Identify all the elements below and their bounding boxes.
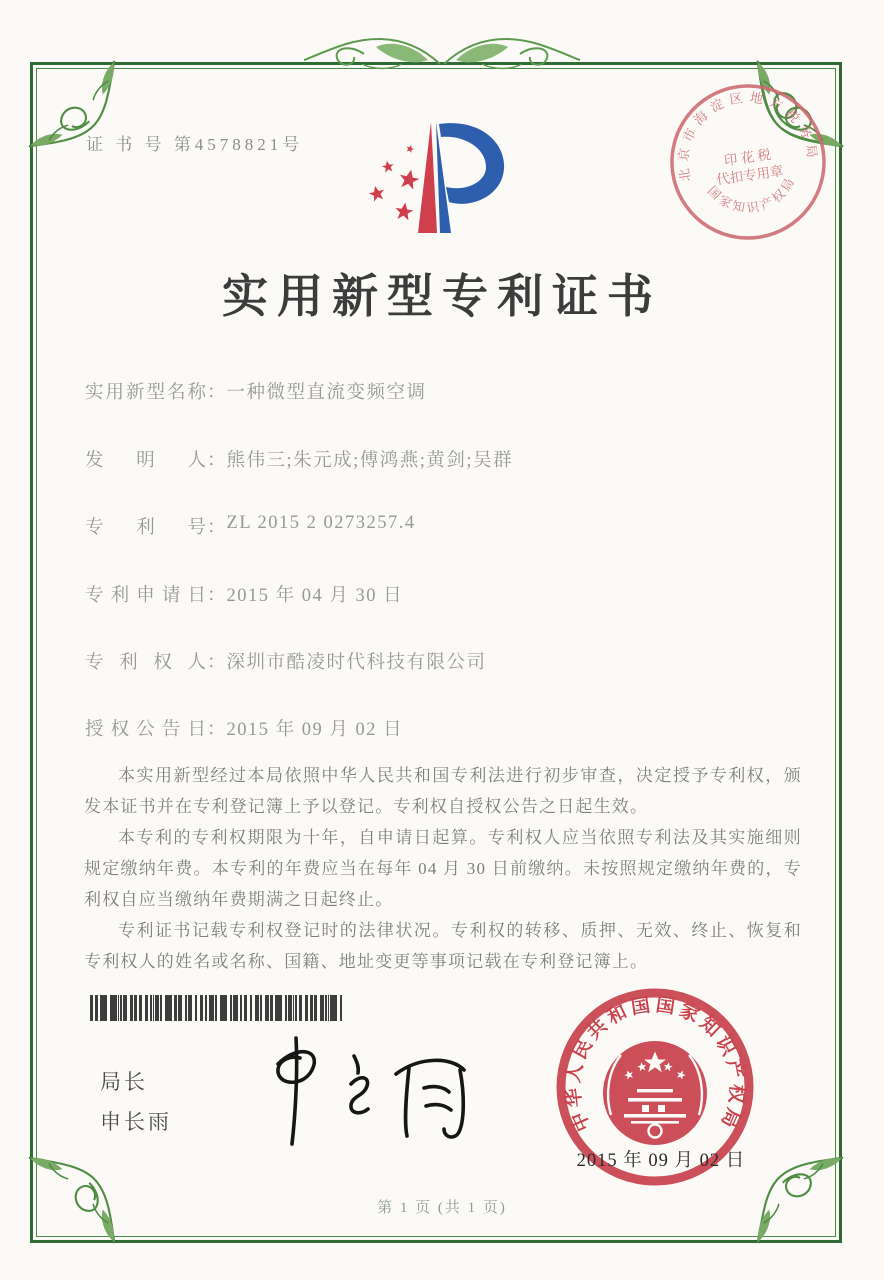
svg-text:北京市海淀区地方税务局 — [667, 81, 821, 183]
border-ornament-top-center-icon — [302, 30, 582, 94]
legal-body-text — [84, 760, 802, 977]
field-row-inventors: 发明人：熊伟三;朱元成;傅鸿燕;黄剑;吴群 — [85, 446, 815, 472]
stamp-arc-top-text: 北京市海淀区地方税务局 — [675, 89, 821, 183]
field-label: 实用新型名称 — [85, 383, 207, 403]
tax-office-stamp — [653, 67, 843, 257]
stamp-center-line1: 印 花 税 — [722, 146, 772, 169]
barcode — [90, 995, 342, 1021]
cnipa-logo-icon — [332, 106, 552, 250]
director-name-label: 申长雨 — [100, 1110, 172, 1134]
director-signature-handwriting — [248, 1026, 488, 1152]
legal-paragraph-1: 本实用新型经过本局依照中华人民共和国专利法进行初步审查，决定授予专利权，颁发本证书并在专利登记簿上予以登记。专利权自授权公告之日起生效。 — [84, 766, 802, 816]
field-row-patentee: 专利权人：深圳市酷凌时代科技有限公司 — [85, 648, 815, 674]
field-value-patent-number: ZL 2015 2 0273257.4 — [226, 513, 416, 533]
seal-ring-text: 中华人民共和国国家知识产权局 — [562, 994, 748, 1135]
field-label: 专利号 — [85, 518, 207, 538]
certificate-number: 证 书 号 第4578821号 — [86, 135, 304, 154]
field-value-filing-date: 2015 年 04 月 30 日 — [226, 586, 404, 606]
legal-paragraph-3: 专利证书记载专利权登记时的法律状况。专利权的转移、质押、无效、终止、恢复和专利权人的姓名或名称、国籍、地址变更等事项记载在专利登记簿上。 — [84, 921, 802, 971]
field-value-inventors: 熊伟三;朱元成;傅鸿燕;黄剑;吴群 — [226, 451, 514, 471]
field-row-filing-date: 专利申请日：2015 年 04 月 30 日 — [85, 581, 815, 607]
page-number-footer: 第 1 页 (共 1 页) — [377, 1200, 507, 1216]
field-label: 发明人 — [85, 451, 207, 471]
stamp-arc-bottom-text: 国家知识产权局 — [704, 173, 799, 216]
field-row-patent-number: 专利号：ZL 2015 2 0273257.4 — [85, 513, 416, 538]
national-emblem-icon — [603, 1041, 707, 1145]
stamp-center-line2: 代扣专用章 — [715, 163, 785, 188]
field-label: 专利申请日 — [85, 586, 207, 606]
field-value-grant-date: 2015 年 09 月 02 日 — [226, 720, 404, 740]
field-row-grant-date: 授权公告日：2015 年 09 月 02 日 — [85, 715, 815, 741]
certificate-title: 实用新型专利证书 — [222, 271, 662, 322]
legal-paragraph-2: 本专利的专利权期限为十年，自申请日起算。专利权人应当依照专利法及其实施细则规定缴纳年费。本专利的年费应当在每年 04 月 30 日前缴纳。未按照规定缴纳年费的，专利权自应当缴纳年费期满之日起终止。 — [84, 828, 802, 909]
field-value-patentee: 深圳市酷凌时代科技有限公司 — [226, 653, 487, 673]
field-value-patent-name: 一种微型直流变频空调 — [226, 383, 427, 403]
director-title-label: 局长 — [100, 1070, 148, 1094]
field-label: 授权公告日 — [85, 720, 207, 740]
field-label: 专利权人 — [85, 653, 207, 673]
seal-date: 2015 年 09 月 02 日 — [576, 1151, 746, 1171]
field-row-name: 实用新型名称：一种微型直流变频空调 — [85, 378, 815, 404]
